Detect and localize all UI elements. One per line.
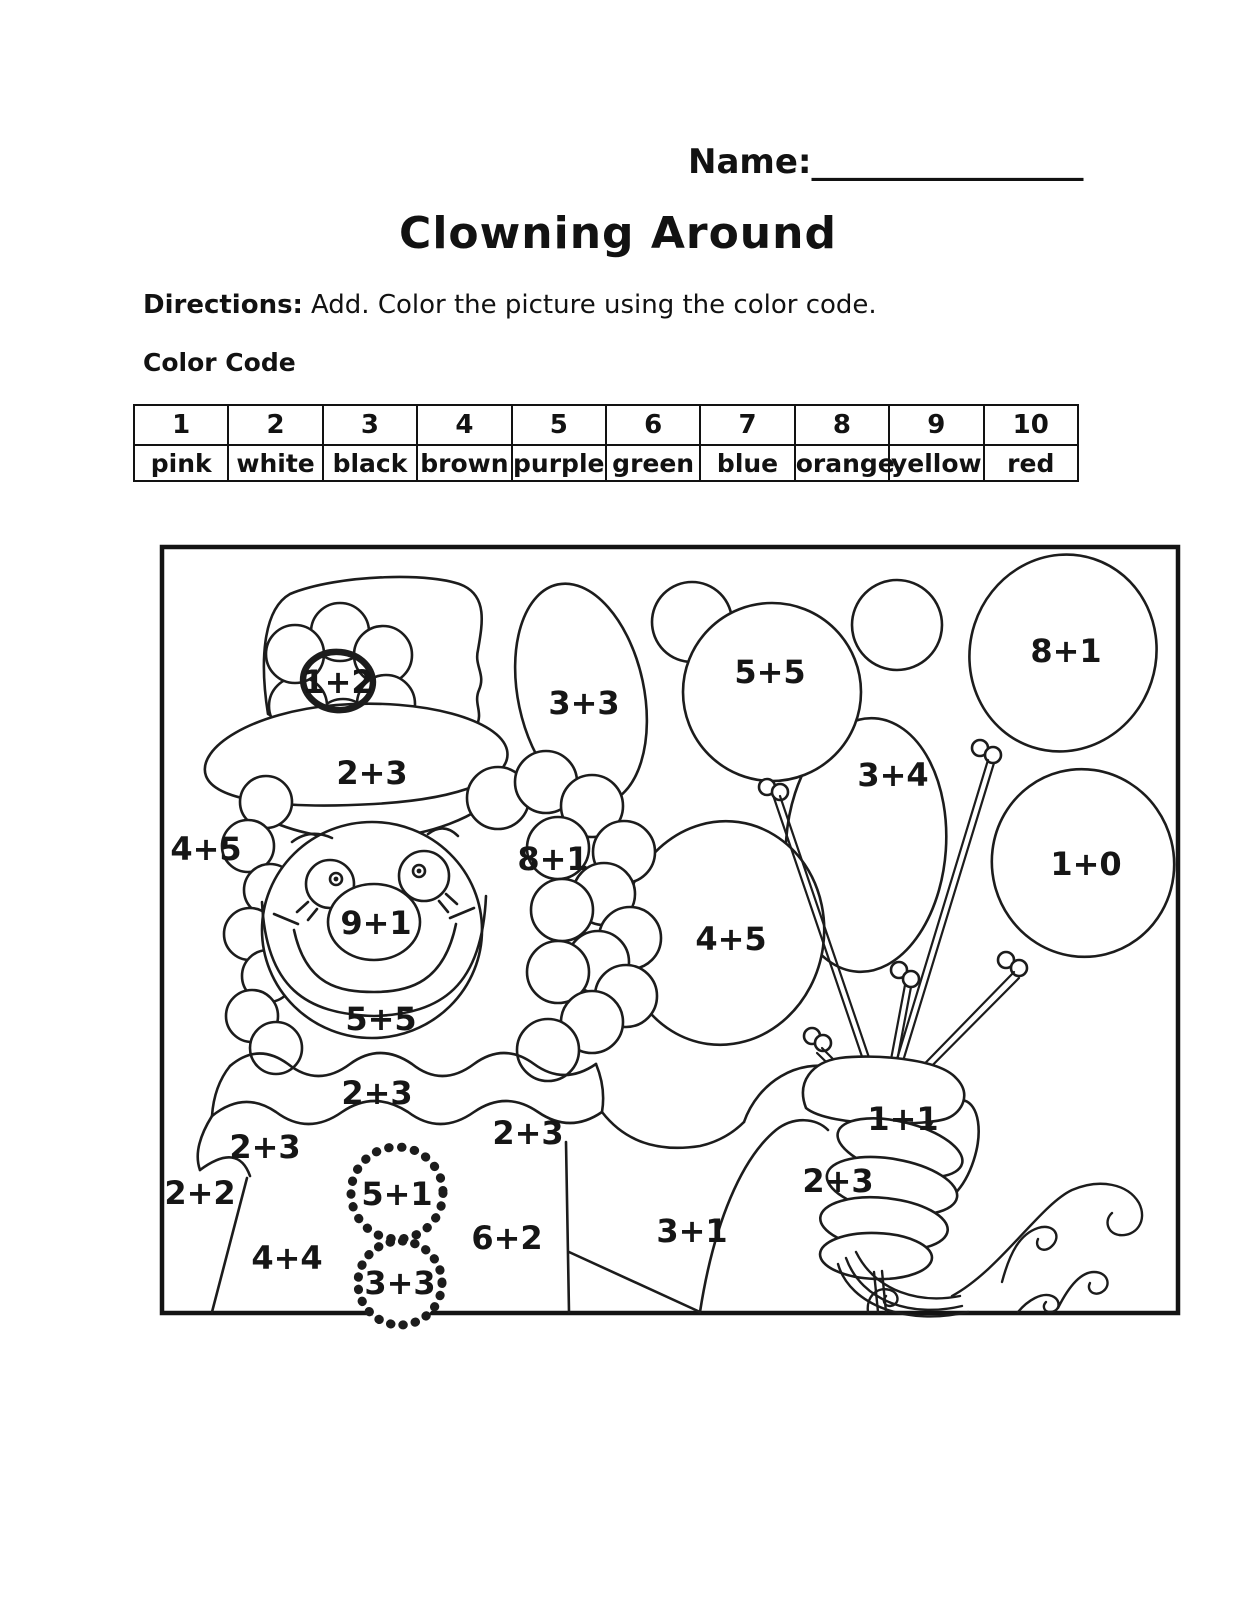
code-number-cell: 3 — [323, 405, 417, 445]
math-label: 8+1 — [1030, 632, 1102, 670]
code-color-cell: yellow — [889, 445, 983, 481]
code-number-cell: 4 — [417, 405, 511, 445]
code-number-cell: 7 — [700, 405, 794, 445]
name-blank-line: ________________ — [811, 142, 1084, 182]
math-label: 3+3 — [364, 1264, 436, 1302]
code-number-cell: 1 — [134, 405, 228, 445]
code-color-cell: green — [606, 445, 700, 481]
code-number-cell: 10 — [984, 405, 1078, 445]
math-label: 3+1 — [656, 1212, 728, 1250]
math-label: 3+4 — [857, 756, 929, 794]
math-label: 2+2 — [164, 1174, 236, 1212]
math-label: 5+5 — [345, 1000, 417, 1038]
code-number-cell: 5 — [512, 405, 606, 445]
code-color-cell: red — [984, 445, 1078, 481]
math-label: 2+3 — [336, 754, 408, 792]
math-label: 2+3 — [802, 1162, 874, 1200]
code-color-cell: white — [228, 445, 322, 481]
math-label: 2+3 — [492, 1114, 564, 1152]
math-label: 4+5 — [695, 920, 767, 958]
code-color-cell: blue — [700, 445, 794, 481]
code-color-cell: black — [323, 445, 417, 481]
math-label: 5+5 — [734, 653, 806, 691]
directions-label: Directions: — [143, 290, 303, 320]
code-color-cell: brown — [417, 445, 511, 481]
code-number-cell: 8 — [795, 405, 889, 445]
math-label: 9+1 — [340, 904, 412, 942]
math-label: 1+0 — [1050, 845, 1122, 883]
math-label: 2+3 — [341, 1074, 413, 1112]
math-label: 6+2 — [471, 1219, 543, 1257]
math-label: 4+4 — [251, 1239, 323, 1277]
mouse-balloon-ear-right — [852, 580, 942, 670]
math-label: 8+1 — [517, 840, 589, 878]
code-color-cell: pink — [134, 445, 228, 481]
code-number-cell: 9 — [889, 405, 983, 445]
page-title: Clowning Around — [399, 208, 837, 259]
color-code-heading: Color Code — [143, 348, 296, 377]
math-label: 3+3 — [548, 684, 620, 722]
math-label: 4+5 — [170, 830, 242, 868]
code-number-cell: 6 — [606, 405, 700, 445]
directions-text: Add. Color the picture using the color code. — [310, 290, 877, 320]
code-color-cell: orange — [795, 445, 889, 481]
name-label: Name: — [688, 142, 812, 182]
mouse-balloon-body — [683, 603, 861, 781]
math-label: 1+2 — [302, 663, 374, 701]
code-number-cell: 2 — [228, 405, 322, 445]
math-label: 2+3 — [229, 1128, 301, 1166]
code-color-cell: purple — [512, 445, 606, 481]
math-label: 1+1 — [867, 1100, 939, 1138]
math-label: 5+1 — [361, 1175, 433, 1213]
